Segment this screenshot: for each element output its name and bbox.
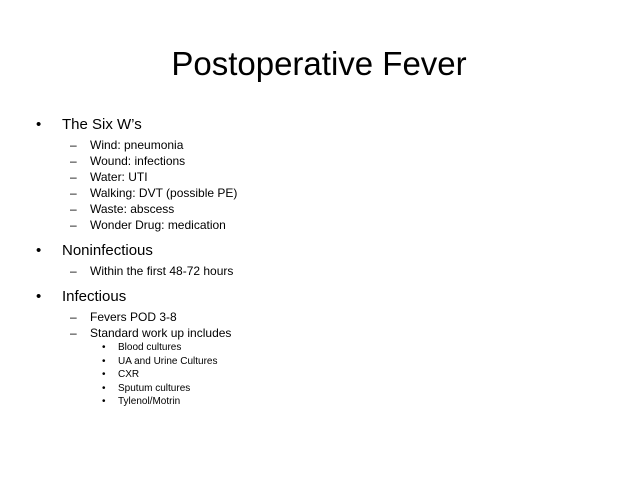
sub-item bbox=[36, 185, 616, 201]
sub-item-text: Fevers POD 3-8 bbox=[90, 310, 177, 324]
dash-icon: – bbox=[70, 202, 77, 216]
sub-sub-item-text: Blood cultures bbox=[118, 342, 182, 353]
sub-sub-item bbox=[36, 368, 616, 382]
bullet-icon: • bbox=[102, 369, 106, 380]
sub-sub-item bbox=[36, 355, 616, 369]
sub-item-text: Wound: infections bbox=[90, 154, 186, 168]
sub-item bbox=[36, 263, 616, 279]
dash-icon: – bbox=[70, 186, 77, 200]
sub-item-text: Standard work up includes bbox=[90, 326, 232, 340]
bullet-item bbox=[36, 287, 616, 307]
bullet-text: Infectious bbox=[62, 288, 127, 305]
sub-item bbox=[36, 169, 616, 185]
dash-icon: – bbox=[70, 154, 77, 168]
slide-title: Postoperative Fever bbox=[171, 45, 467, 82]
sub-sub-item-text: Sputum cultures bbox=[118, 382, 191, 394]
dash-icon: – bbox=[70, 170, 77, 184]
bullet-item bbox=[36, 115, 616, 135]
sub-sub-item bbox=[36, 395, 616, 409]
bullet-icon: • bbox=[102, 355, 106, 367]
sub-item-text: Walking: DVT (possible PE) bbox=[90, 186, 238, 200]
dash-icon: – bbox=[70, 264, 77, 278]
sub-sub-item-text: CXR bbox=[118, 369, 140, 380]
dash-icon: – bbox=[70, 218, 77, 232]
sub-item bbox=[36, 217, 616, 233]
sub-sub-item bbox=[36, 341, 616, 355]
sub-item bbox=[36, 153, 616, 169]
dash-icon: – bbox=[70, 310, 77, 324]
sub-sub-item bbox=[36, 382, 616, 396]
dash-icon: – bbox=[70, 138, 77, 152]
dash-icon: – bbox=[70, 326, 77, 340]
sub-item bbox=[36, 309, 616, 325]
bullet-icon: • bbox=[102, 382, 106, 394]
bullet-icon: • bbox=[102, 342, 106, 353]
sub-item bbox=[36, 137, 616, 153]
sub-item-text: Wind: pneumonia bbox=[90, 138, 184, 152]
bullet-item bbox=[36, 241, 616, 261]
sub-item-text: Water: UTI bbox=[90, 170, 148, 184]
sub-item-text: Within the first 48-72 hours bbox=[90, 264, 234, 278]
slide-content bbox=[36, 112, 616, 409]
sub-item bbox=[36, 325, 616, 341]
bullet-icon: • bbox=[102, 396, 106, 407]
bullet-icon: • bbox=[36, 288, 42, 305]
bullet-icon: • bbox=[36, 116, 42, 133]
sub-sub-item-text: Tylenol/Motrin bbox=[118, 396, 181, 407]
bullet-icon: • bbox=[36, 242, 42, 259]
bullet-text: Noninfectious bbox=[62, 242, 153, 259]
sub-item bbox=[36, 201, 616, 217]
bullet-text: The Six W’s bbox=[62, 116, 142, 133]
sub-item-text: Wonder Drug: medication bbox=[90, 218, 226, 232]
sub-sub-item-text: UA and Urine Cultures bbox=[118, 355, 218, 367]
sub-item-text: Waste: abscess bbox=[90, 202, 175, 216]
